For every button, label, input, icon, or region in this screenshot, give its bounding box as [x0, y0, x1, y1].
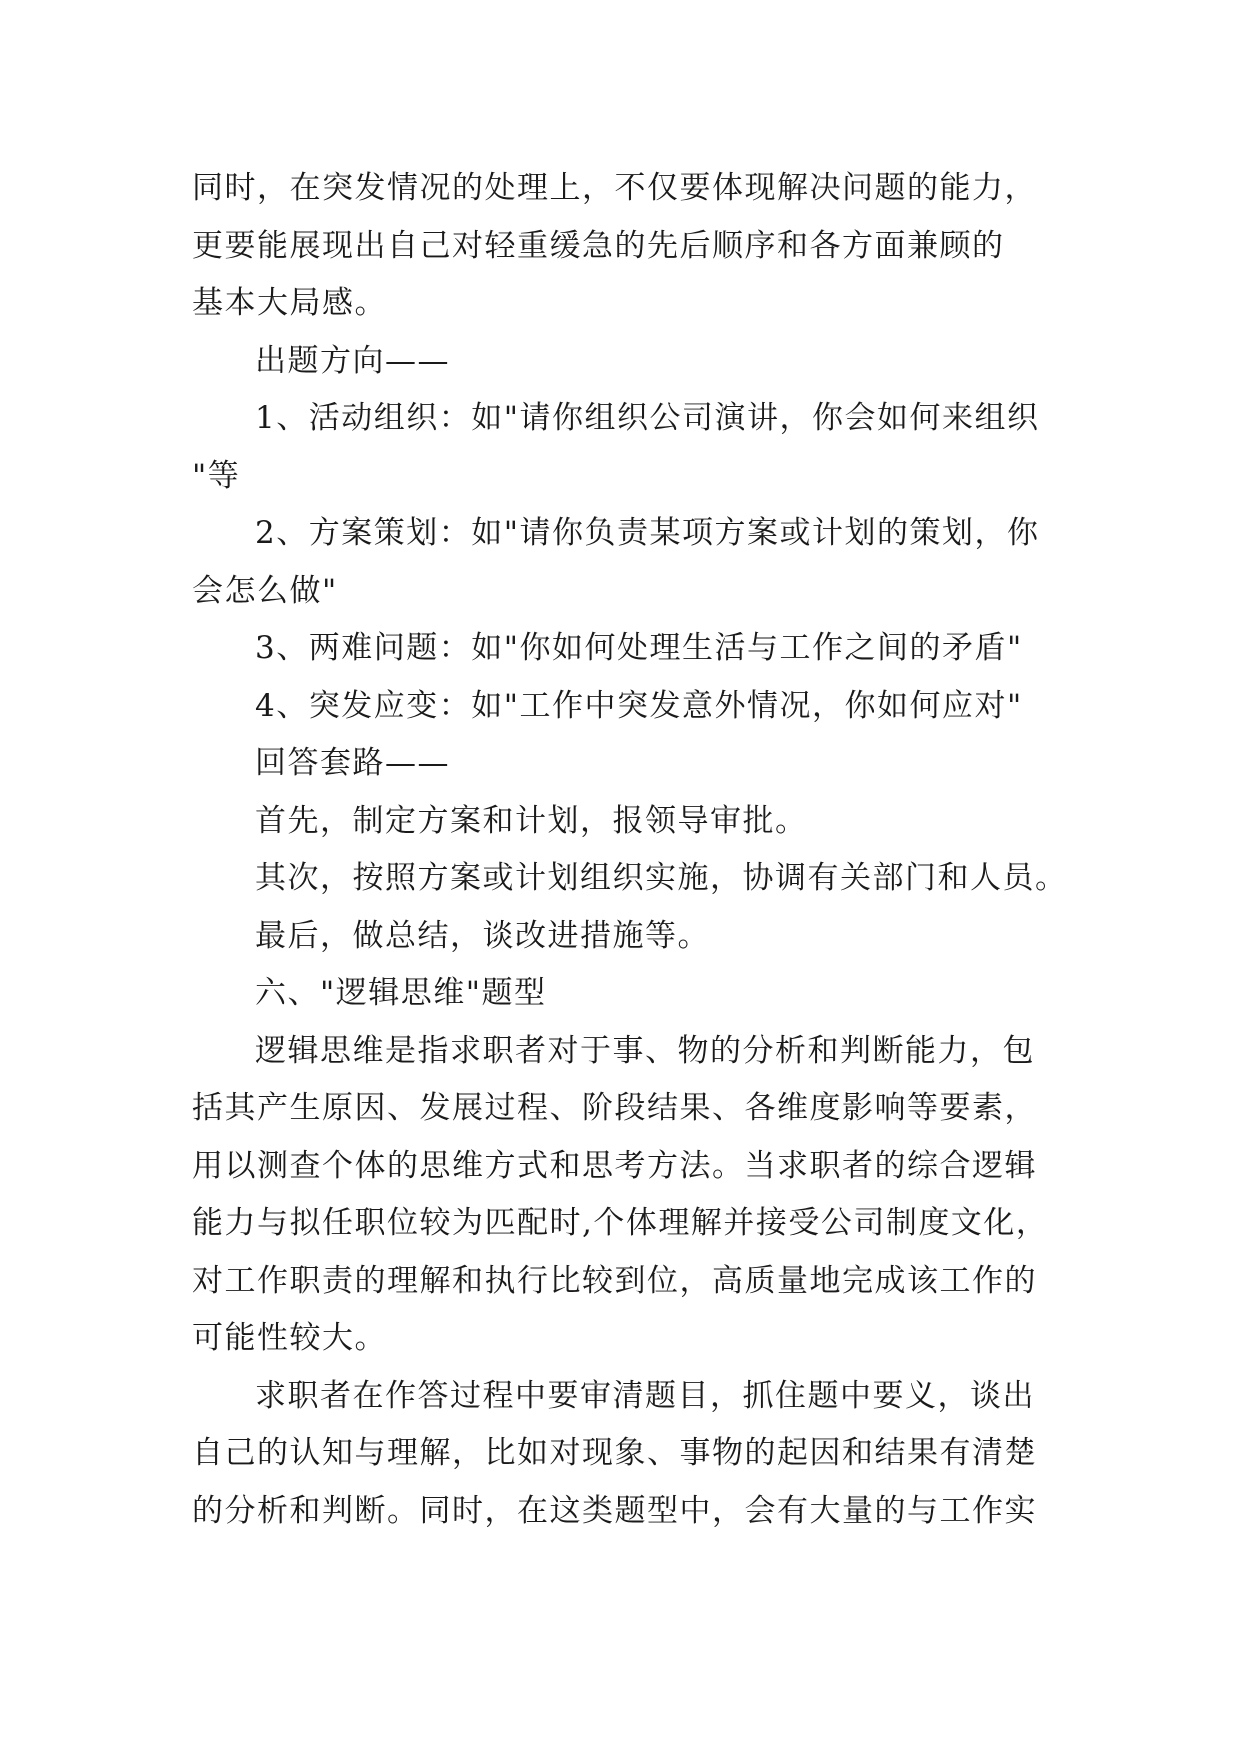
- section-heading: 回答套路——: [255, 745, 450, 781]
- section-heading: 出题方向——: [255, 342, 450, 379]
- text-line: 可能性较大。: [192, 1320, 387, 1356]
- text-line: 括其产生原因、发展过程、阶段结果、各维度影响等要素，: [192, 1090, 1037, 1126]
- text-line: 求职者在作答过程中要审清题目，抓住题中要义，谈出: [255, 1377, 1035, 1414]
- text-line: "等: [192, 457, 241, 494]
- text-line: 最后，做总结，谈改进措施等。: [255, 917, 710, 954]
- text-line: 1、活动组织：如"请你组织公司演讲，你会如何来组织: [255, 400, 1040, 436]
- text-line: 能力与拟任职位较为匹配时,个体理解并接受公司制度文化，: [192, 1205, 1049, 1241]
- section-heading: 六、"逻辑思维"题型: [255, 975, 547, 1011]
- text-line: 用以测查个体的思维方式和思考方法。当求职者的综合逻辑: [192, 1147, 1037, 1184]
- text-line: 2、方案策划：如"请你负责某项方案或计划的策划，你: [255, 515, 1040, 551]
- text-line: 其次，按照方案或计划组织实施，协调有关部门和人员。: [255, 860, 1068, 896]
- text-line: 会怎么做": [192, 572, 338, 609]
- document-body: [192, 160, 1068, 1540]
- text-line: 自己的认知与理解，比如对现象、事物的起因和结果有清楚: [192, 1435, 1037, 1471]
- text-line: 4、突发应变：如"工作中突发意外情况，你如何应对": [255, 687, 1023, 724]
- text-line: 基本大局感。: [192, 285, 387, 321]
- text-line: 更要能展现出自己对轻重缓急的先后顺序和各方面兼顾的: [192, 227, 1005, 264]
- text-line: 首先，制定方案和计划，报领导审批。: [255, 802, 808, 839]
- text-line: 同时，在突发情况的处理上，不仅要体现解决问题的能力，: [192, 170, 1037, 206]
- text-line: 逻辑思维是指求职者对于事、物的分析和判断能力，包: [255, 1032, 1035, 1069]
- text-line: 对工作职责的理解和执行比较到位，高质量地完成该工作的: [192, 1262, 1037, 1299]
- text-line: 3、两难问题：如"你如何处理生活与工作之间的矛盾": [255, 630, 1023, 666]
- text-line: 的分析和判断。同时，在这类题型中，会有大量的与工作实: [192, 1492, 1037, 1529]
